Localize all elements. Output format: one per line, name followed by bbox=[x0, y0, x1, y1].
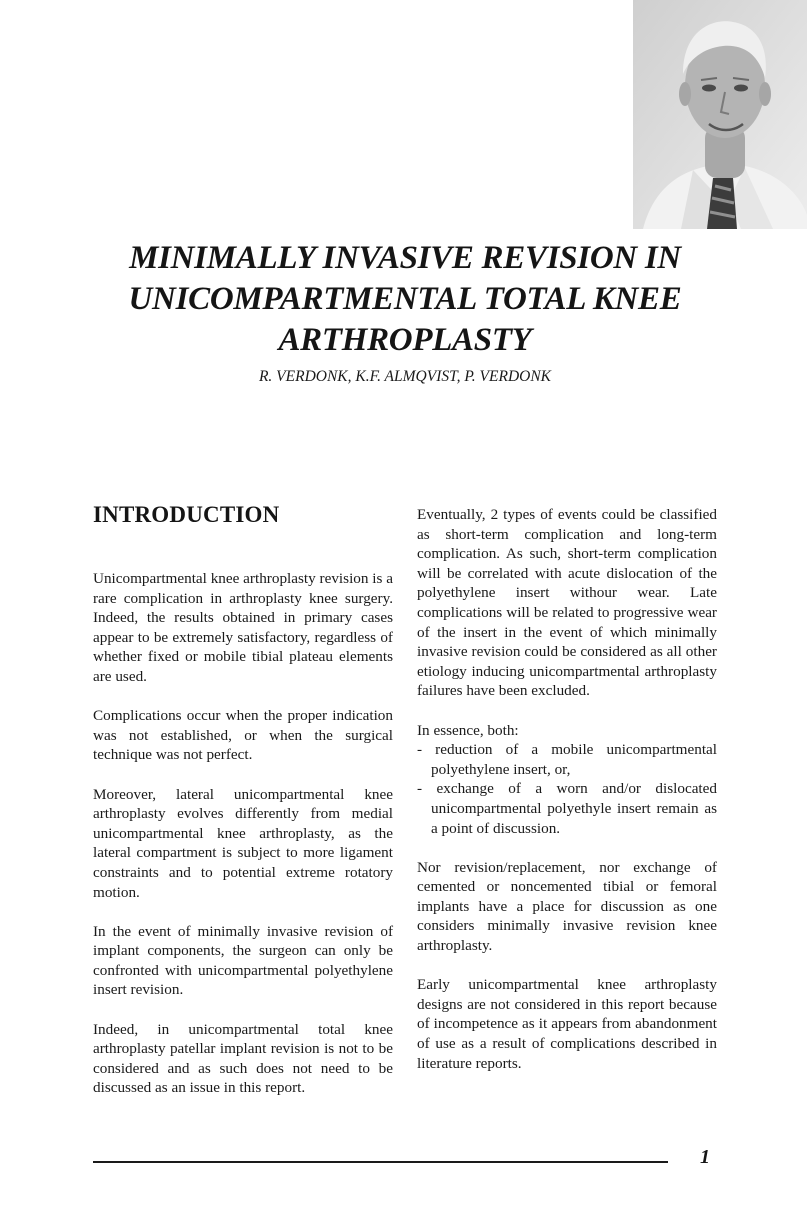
list-item: - reduction of a mobile unicompartmental polyethylene insert, or, bbox=[417, 740, 717, 779]
body-paragraph: Indeed, in unicompartmental total knee arthroplasty patellar implant revision is not to be considered and as such does not need to be discussed as an issue in this report. bbox=[93, 1020, 393, 1097]
footer-rule bbox=[93, 1161, 668, 1163]
body-paragraph: Unicompartmental knee arthroplasty revision is a rare complication in arthroplasty knee surgery. Indeed, the results obtained in primary cases appear to be extremely satisfactory, regardless of whether fixed or mobile tibial plateau elements are used. bbox=[93, 570, 393, 685]
right-column bbox=[417, 505, 717, 1093]
body-paragraph: Eventually, 2 types of events could be classified as short-term complication and long-term complication. As such, short-term complication will be correlated with acute dislocation of the polyethylene insert withour wear. Late complications will be related to progressive wear of the insert in the event of which minimally invasive revision could be considered as all other etiology inducing unicompartmental arthroplasty failures have been excluded. bbox=[417, 506, 717, 700]
body-paragraph: In the event of minimally invasive revision of implant components, the surgeon can only be confronted with unicompartmental polyethylene insert revision. bbox=[93, 922, 393, 999]
author-list: R. VERDONK, K.F. ALMQVIST, P. VERDONK bbox=[258, 368, 552, 385]
left-column bbox=[93, 569, 393, 1118]
page-number: 1 bbox=[700, 1146, 710, 1168]
body-paragraph: Complications occur when the proper indication was not established, or when the surgical technique was not perfect. bbox=[93, 707, 393, 764]
title-line-1: MINIMALLY INVASIVE REVISION IN bbox=[129, 240, 681, 276]
bullet-list bbox=[417, 740, 717, 838]
body-paragraph: Early unicompartmental knee arthroplasty designs are not considered in this report because of incompetence as it appears from abandonment of use as a result of complications described in literature reports. bbox=[417, 976, 717, 1072]
author-portrait bbox=[633, 0, 807, 229]
list-intro: In essence, both: bbox=[417, 721, 519, 739]
section-heading: INTRODUCTION bbox=[93, 502, 280, 527]
list-item: - exchange of a worn and/or dislocated unicompartmental polyethyle insert remain as a point of discussion. bbox=[417, 779, 717, 838]
title-line-3: ARTHROPLASTY bbox=[278, 322, 532, 358]
body-paragraph: Nor revision/replacement, nor exchange of cemented or noncemented tibial or femoral implants have a place for discussion as one considers minimally invasive revision knee arthroplasty. bbox=[417, 858, 717, 955]
paper-title bbox=[60, 238, 750, 361]
body-paragraph: Moreover, lateral unicompartmental knee arthroplasty evolves differently from medial unicompartmental knee arthroplasty, as the lateral compartment is subject to more ligament constraints and to potential extreme rotatory motion. bbox=[93, 785, 393, 901]
title-line-2: UNICOMPARTMENTAL TOTAL KNEE bbox=[128, 281, 682, 317]
